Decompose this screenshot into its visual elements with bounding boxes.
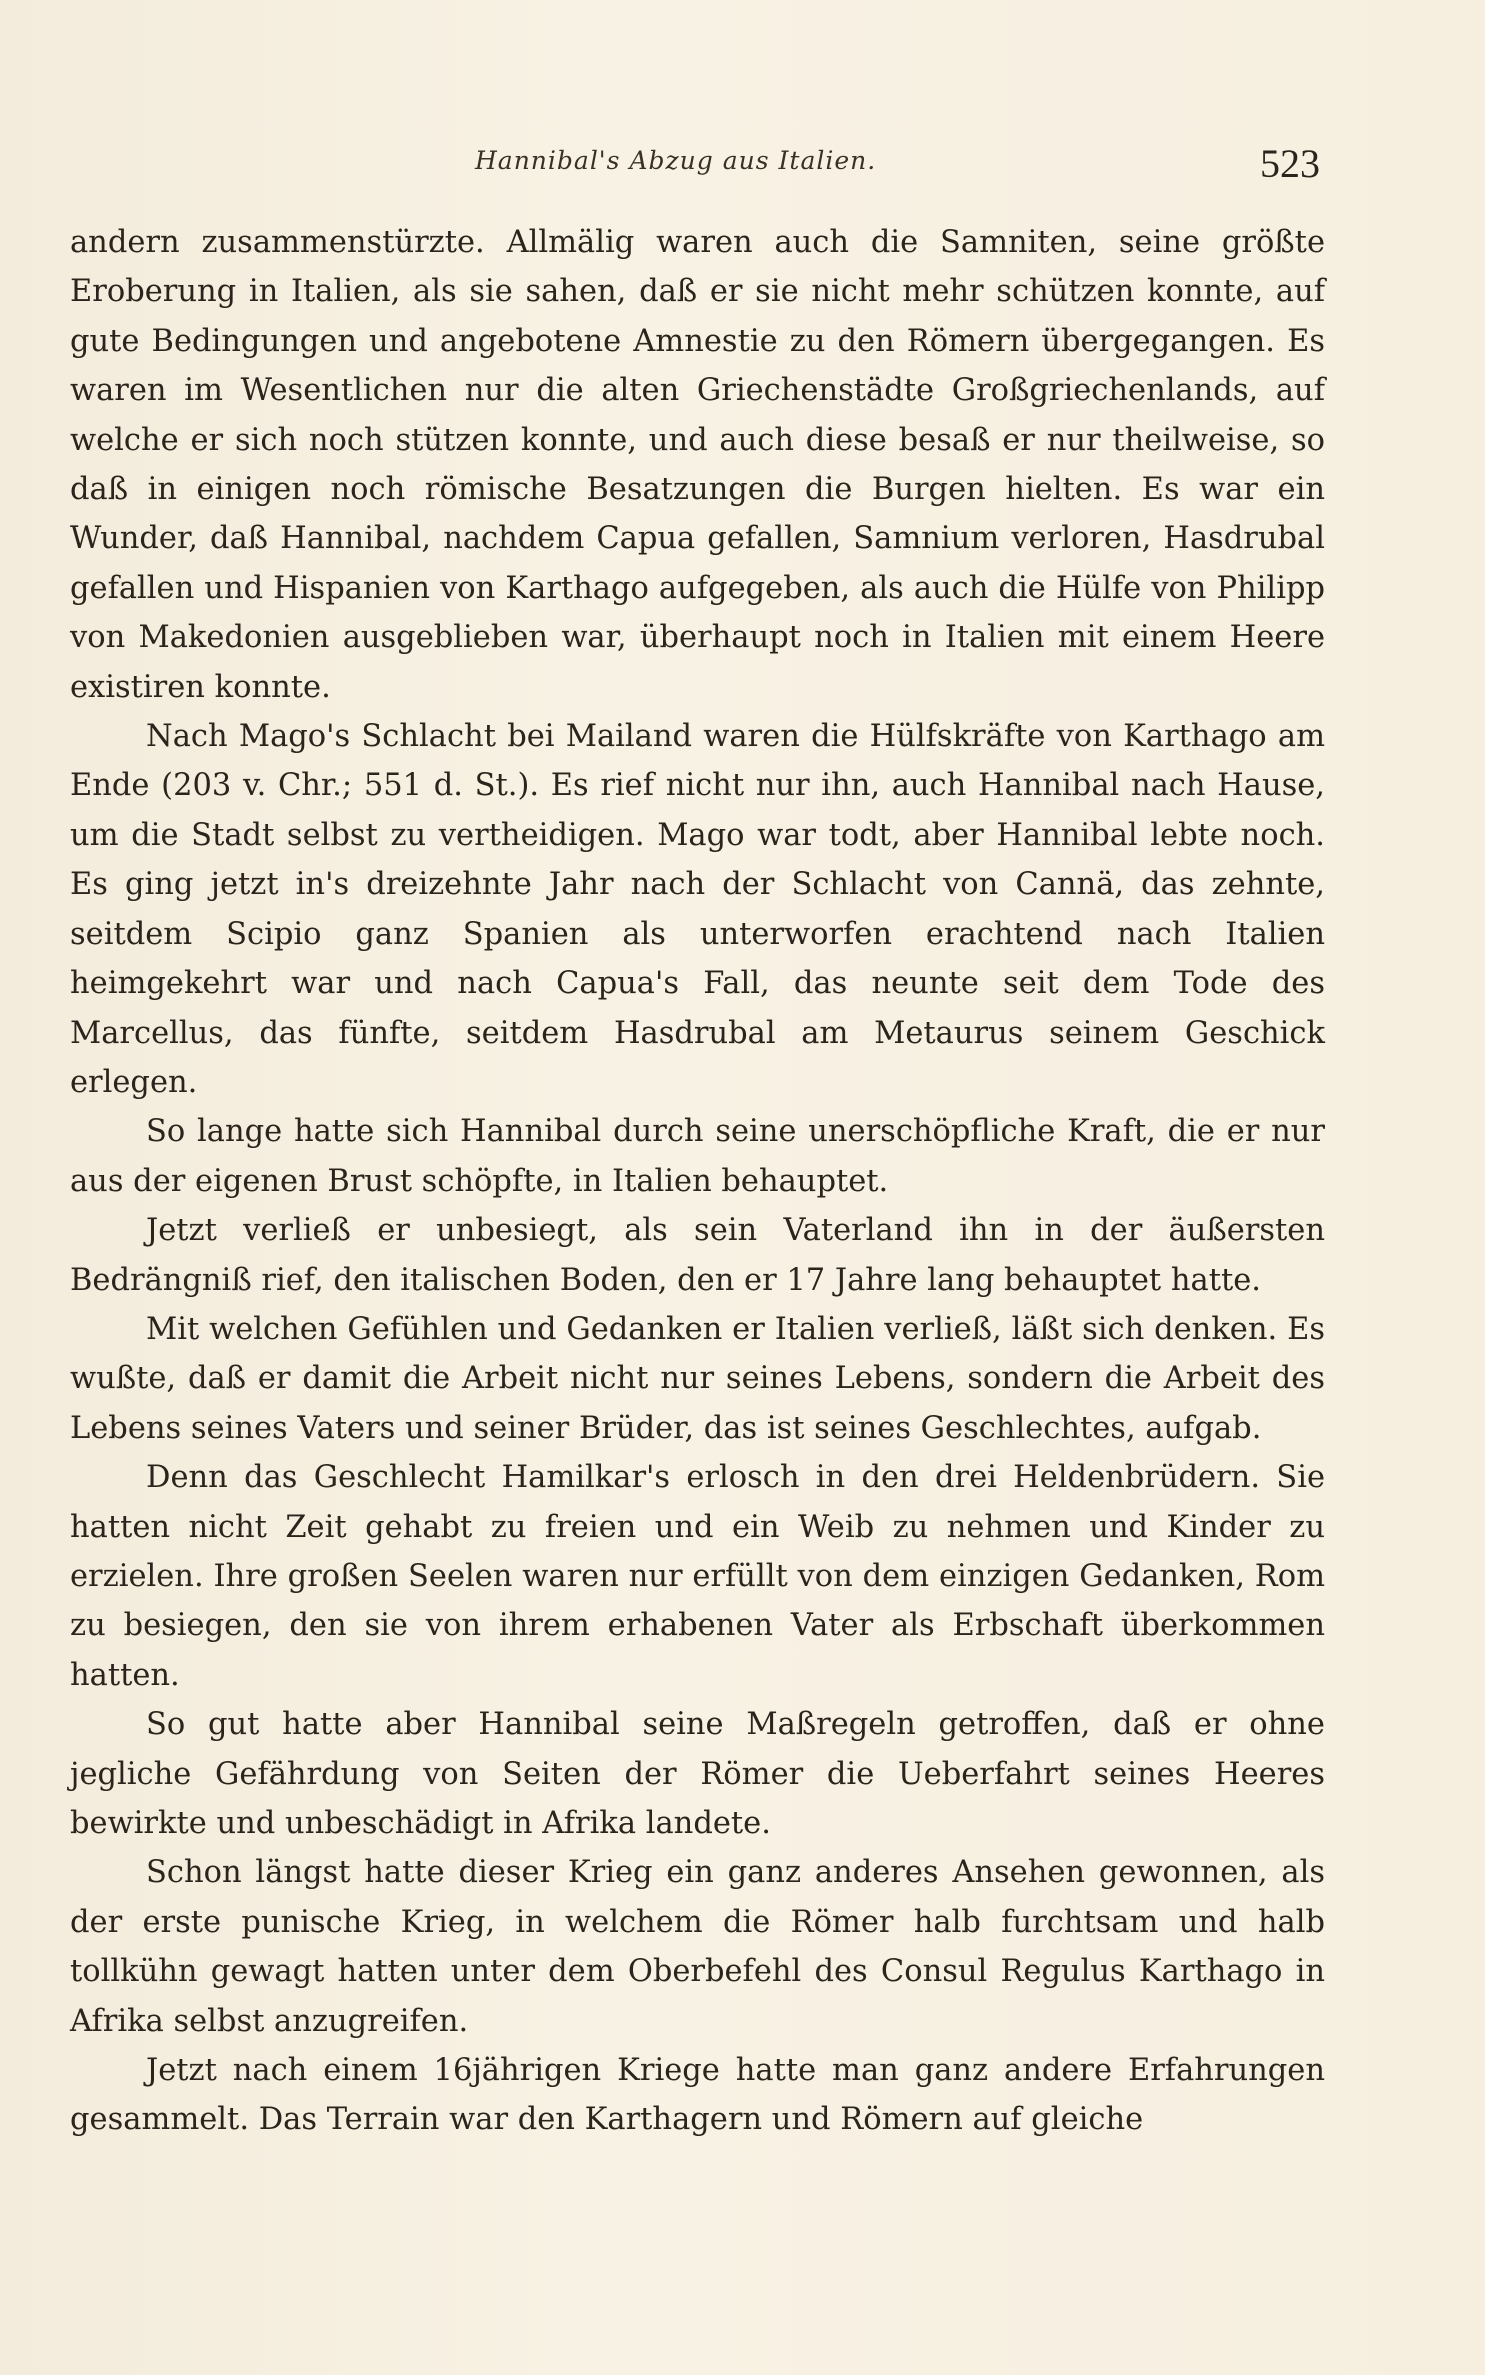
- paragraph: So gut hatte aber Hannibal seine Maßregeln getroffen, daß er ohne jegliche Gefährdung von Seiten der Römer die Ueberfahrt seines Heeres bewirkte und unbeschädigt in Afrika landete.: [70, 1707, 1325, 1841]
- paragraph: Jetzt nach einem 16jährigen Kriege hatte man ganz andere Erfahrungen gesammelt. Das Terrain war den Karthagern und Römern auf gleiche: [70, 2053, 1325, 2138]
- paragraph: So lange hatte sich Hannibal durch seine unerschöpfliche Kraft, die er nur aus der eigenen Brust schöpfte, in Italien behauptet.: [70, 1114, 1325, 1199]
- paragraph: Nach Mago's Schlacht bei Mailand waren die Hülfskräfte von Karthago am Ende (203 v. Chr.; 551 d. St.). Es rief nicht nur ihn, auch Hannibal nach Hause, um die Stadt selbst zu vertheidigen. Mago war todt, aber Hannibal lebte noch. Es ging jetzt in's dreizehnte Jahr nach der Schlacht von Cannä, das zehnte, seitdem Scipio ganz Spanien als unterworfen erachtend nach Italien heimgekehrt war und nach Capua's Fall, das neunte seit dem Tode des Marcellus, das fünfte, seitdem Hasdrubal am Metaurus seinem Geschick erlegen.: [70, 719, 1325, 1100]
- running-head: Hannibal's Abzug aus Italien.: [475, 146, 877, 175]
- body-text: [70, 218, 1325, 2145]
- paragraph: Schon längst hatte dieser Krieg ein ganz anderes Ansehen gewonnen, als der erste punische Krieg, in welchem die Römer halb furchtsam und halb tollkühn gewagt hatten unter dem Oberbefehl des Consul Regulus Karthago in Afrika selbst anzugreifen.: [70, 1855, 1325, 2039]
- paragraph: Jetzt verließ er unbesiegt, als sein Vaterland ihn in der äußersten Bedrängniß rief, den italischen Boden, den er 17 Jahre lang behauptet hatte.: [70, 1213, 1325, 1298]
- page-number: 523: [1260, 141, 1320, 186]
- paragraph: andern zusammenstürzte. Allmälig waren auch die Samniten, seine größte Eroberung in Italien, als sie sahen, daß er sie nicht mehr schützen konnte, auf gute Bedingungen und angebotene Amnestie zu den Römern übergegangen. Es waren im Wesentlichen nur die alten Griechenstädte Großgriechenlands, auf welche er sich noch stützen konnte, und auch diese besaß er nur theilweise, so daß in einigen noch römische Besatzungen die Burgen hielten. Es war ein Wunder, daß Hannibal, nachdem Capua gefallen, Samnium verloren, Hasdrubal gefallen und Hispanien von Karthago aufgegeben, als auch die Hülfe von Philipp von Makedonien ausgeblieben war, überhaupt noch in Italien mit einem Heere existiren konnte.: [70, 225, 1325, 705]
- paragraph: Mit welchen Gefühlen und Gedanken er Italien verließ, läßt sich denken. Es wußte, daß er damit die Arbeit nicht nur seines Lebens, sondern die Arbeit des Lebens seines Vaters und seiner Brüder, das ist seines Geschlechtes, aufgab.: [70, 1311, 1325, 1446]
- page-header: [70, 140, 1320, 190]
- paragraph: Denn das Geschlecht Hamilkar's erlosch in den drei Heldenbrüdern. Sie hatten nicht Zeit gehabt zu freien und ein Weib zu nehmen und Kinder zu erzielen. Ihre großen Seelen waren nur erfüllt von dem einzigen Gedanken, Rom zu besiegen, den sie von ihrem erhabenen Vater als Erbschaft überkommen hatten.: [70, 1460, 1325, 1693]
